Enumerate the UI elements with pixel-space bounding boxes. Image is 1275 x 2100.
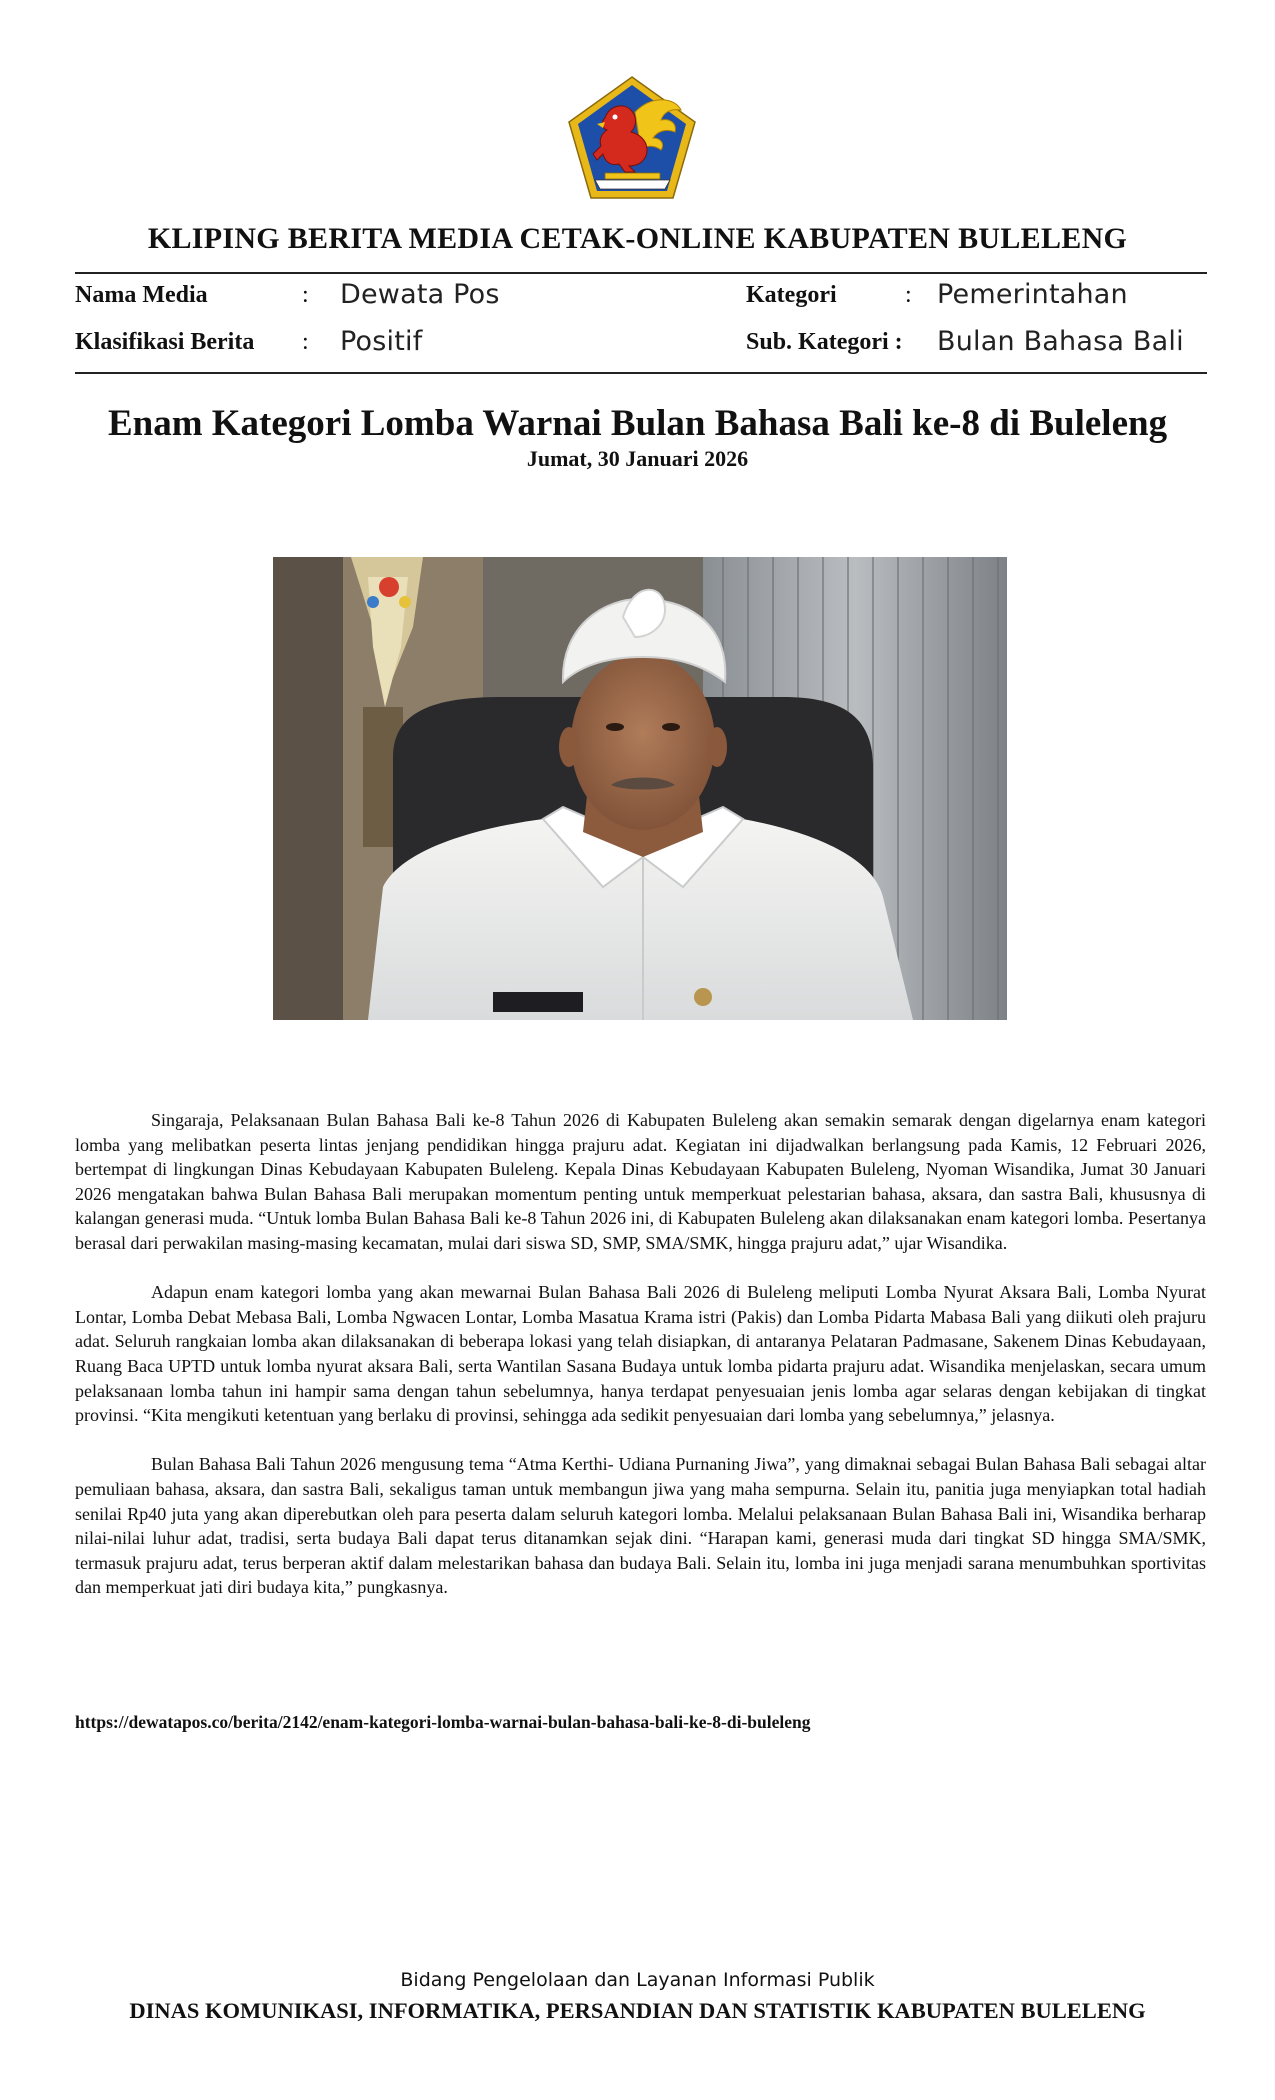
category-colon: : <box>905 282 912 308</box>
header-top-divider <box>75 272 1207 274</box>
footer-division-name: Bidang Pengelolaan dan Layanan Informasi Publik <box>400 1969 875 1991</box>
article-date: Jumat, 30 Januari 2026 <box>526 446 749 471</box>
category-label: Kategori <box>746 282 837 308</box>
sub-category-label: Sub. Kategori : <box>746 329 903 355</box>
article-paragraph: Singaraja, Pelaksanaan Bulan Bahasa Bali ke-8 Tahun 2026 di Kabupaten Buleleng akan semakin semarak dengan digelarnya enam kategori lomba yang melibatkan peserta lintas jenjang pendidikan hingga prajuru adat. Kegiatan ini dijadwalkan berlangsung pada Kamis, 12 Februari 2026, bertempat di lingkungan Dinas Kebudayaan Kabupaten Buleleng. Kepala Dinas Kebudayaan Kabupaten Buleleng, Nyoman Wisandika, Jumat 30 Januari 2026 mengatakan bahwa Bulan Bahasa Bali merupakan momentum penting untuk memperkuat pelestarian bahasa, aksara, dan sastra Bali, khususnya di kalangan generasi muda. “Untuk lomba Bulan Bahasa Bali ke-8 Tahun 2026 ini, di Kabupaten Buleleng akan dilaksanakan enam kategori lomba. Pesertanya berasal dari perwakilan masing-masing kecamatan, mulai dari siswa SD, SMP, SMA/SMK, hingga prajuru adat,” ujar Wisandika. <box>75 1110 1206 1253</box>
classification-colon: : <box>302 329 309 355</box>
header-bottom-divider <box>75 372 1207 374</box>
clipping-header-title: KLIPING BERITA MEDIA CETAK-ONLINE KABUPATEN BULELENG <box>147 222 1128 255</box>
portrait-photo-man-in-white-udeng <box>273 557 1007 1020</box>
category-value: Pemerintahan <box>937 279 1128 310</box>
buleleng-emblem-logo <box>565 74 700 202</box>
media-name-label: Nama Media <box>75 282 208 308</box>
classification-label: Klasifikasi Berita <box>75 329 255 355</box>
article-title: Enam Kategori Lomba Warnai Bulan Bahasa Bali ke-8 di Buleleng <box>107 403 1168 444</box>
article-photo <box>273 557 1007 1020</box>
media-name-colon: : <box>302 282 309 308</box>
source-url-link[interactable]: https://dewatapos.co/berita/2142/enam-kategori-lomba-warnai-bulan-bahasa-bali-ke-8-di-buleleng <box>75 1712 811 1732</box>
article-paragraph: Adapun enam kategori lomba yang akan mewarnai Bulan Bahasa Bali 2026 di Buleleng meliputi Lomba Nyurat Aksara Bali, Lomba Nyurat Lontar, Lomba Debat Mebasa Bali, Lomba Ngwacen Lontar, Lomba Masatua Krama istri (Pakis) dan Lomba Pidarta Mabasa Bali yang diikuti oleh prajuru adat. Seluruh rangkaian lomba akan dilaksanakan di beberapa lokasi yang telah disiapkan, di antaranya Pelataran Padmasane, Sakenem Dinas Kebudayaan, Ruang Baca UPTD untuk lomba nyurat aksara Bali, serta Wantilan Sasana Budaya untuk lomba pidarta prajuru adat. Wisandika menjelaskan, secara umum pelaksanaan lomba tahun ini hampir sama dengan tahun sebelumnya, hanya terdapat penyesuaian jenis lomba agar selaras dengan kebijakan di tingkat provinsi. “Kita mengikuti ketentuan yang berlaku di provinsi, sehingga ada sedikit penyesuaian dari lomba yang sebelumnya,” jelasnya. <box>75 1282 1206 1426</box>
classification-value: Positif <box>340 326 423 357</box>
article-paragraph: Bulan Bahasa Bali Tahun 2026 mengusung tema “Atma Kerthi- Udiana Purnaning Jiwa”, yang dimaknai sebagai Bulan Bahasa Bali sebagai altar pemuliaan bahasa, aksara, dan sastra Bali, sekaligus taman untuk membangun jiwa yang maha sempurna. Selain itu, panitia juga menyiapkan total hadiah senilai Rp40 juta yang akan diperebutkan oleh para peserta dalam seluruh kategori lomba. Melalui pelaksanaan Bulan Bahasa Bali ini, Wisandika berharap nilai-nilai luhur adat, tradisi, serta budaya Bali dapat terus ditanamkan sejak dini. “Harapan kami, generasi muda dari tingkat SD hingga SMA/SMK, termasuk prajuru adat, terus berperan aktif dalam melestarikan bahasa dan budaya Bali. Selain itu, lomba ini juga menjadi sarana menumbuhkan sportivitas dan memperkuat jati diri budaya kita,” pungkasnya. <box>75 1454 1206 1598</box>
footer-agency-name: DINAS KOMUNIKASI, INFORMATIKA, PERSANDIAN DAN STATISTIK KABUPATEN BULELENG <box>129 1998 1146 2023</box>
media-name-value: Dewata Pos <box>340 279 500 310</box>
sub-category-value: Bulan Bahasa Bali <box>937 326 1184 357</box>
article-body <box>75 1108 1206 1624</box>
buleleng-regency-emblem-icon <box>565 74 700 202</box>
